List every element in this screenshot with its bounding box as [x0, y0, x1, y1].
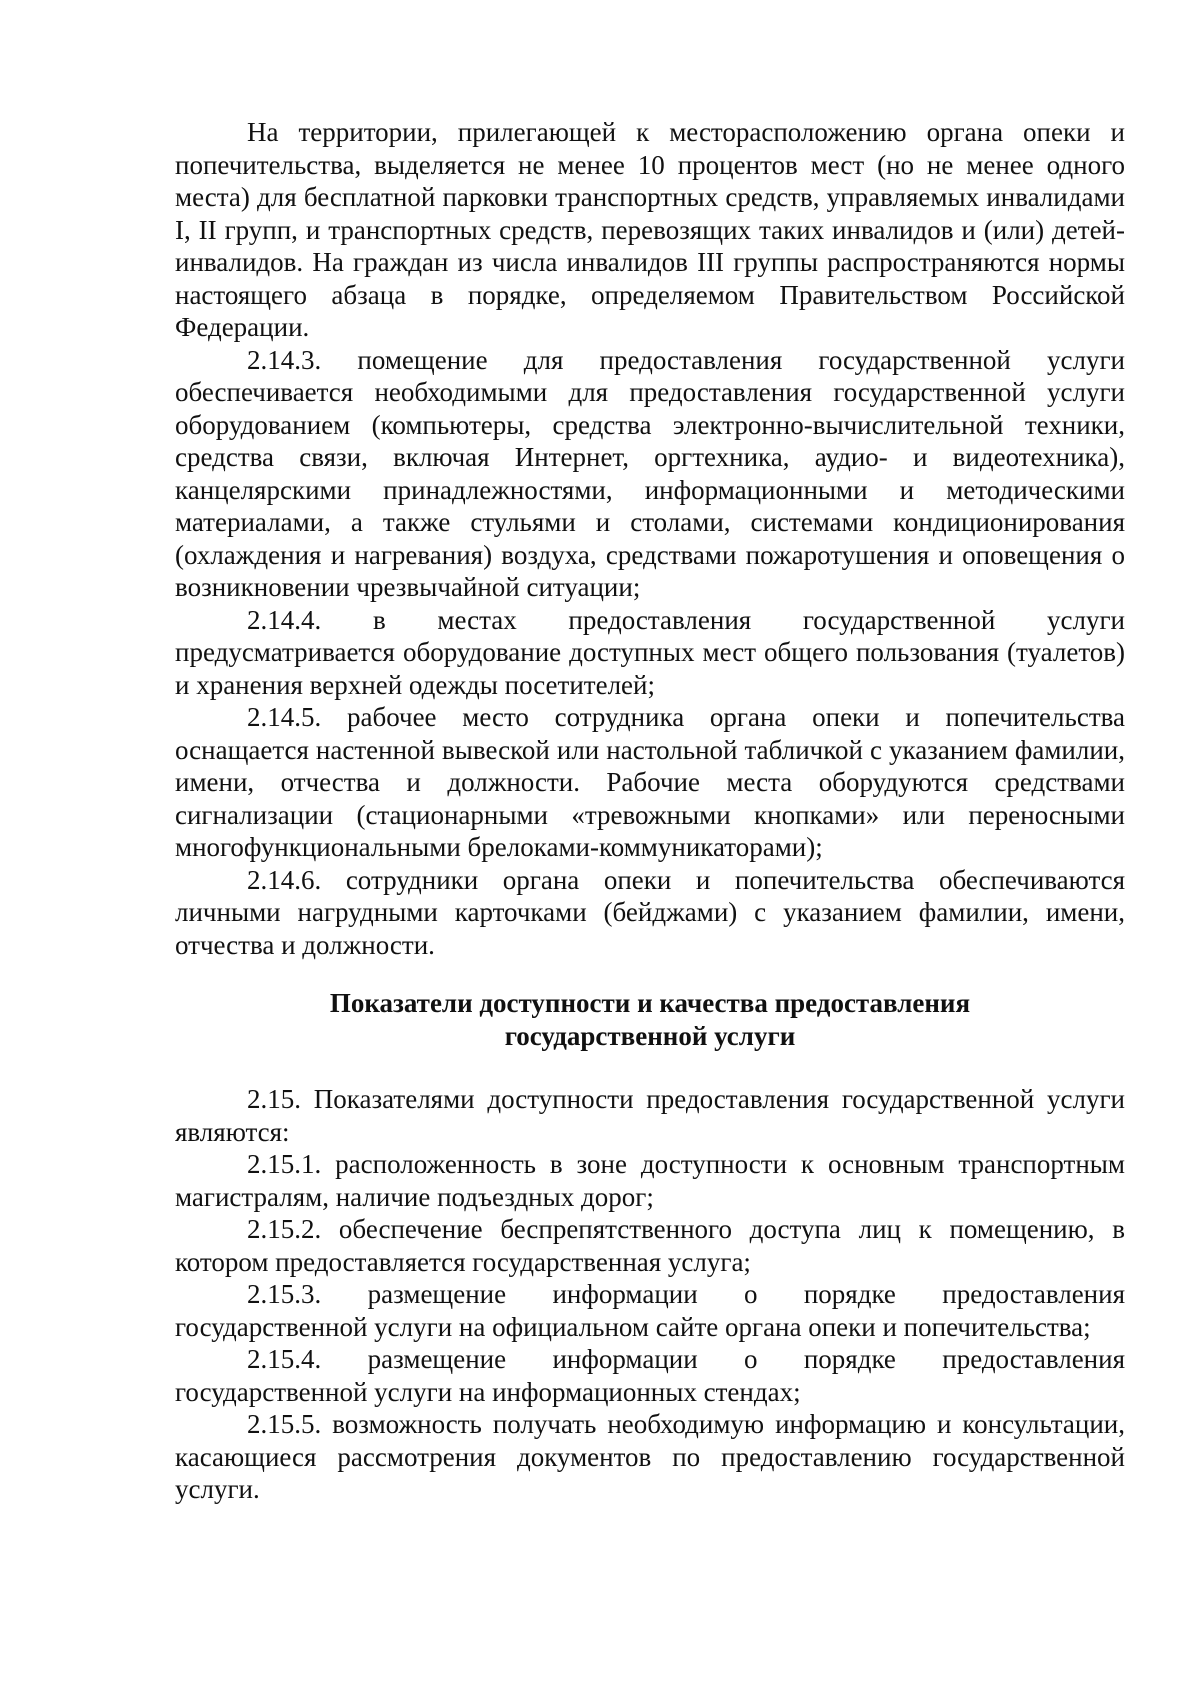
paragraph-2-14-5: 2.14.5. рабочее место сотрудника органа опеки и попечительства оснащается настенной вывеской или настольной табличкой с указанием фамилии, имени, отчества и должности. Рабочие места оборудуются средствами сигнализации (стационарными «тревожными кнопками» или переносными многофункциональными брелоками-коммуникаторами);	[175, 702, 1125, 862]
paragraph-2-14-6: 2.14.6. сотрудники органа опеки и попечительства обеспечиваются личными нагрудными карточками (бейджами) с указанием фамилии, имени, отчества и должности.	[175, 864, 1125, 960]
paragraph-2-14-3: 2.14.3. помещение для предоставления государственной услуги обеспечивается необходимыми для предоставления государственной услуги оборудованием (компьютеры, средства электронно-вычислительной техники, средства связи, включая Интернет, оргтехника, аудио- и видеотехника), канцелярскими принадлежностями, информационными и методическими материалами, а также стульями и столами, системами кондиционирования (охлаждения и нагревания) воздуха, средствами пожаротушения и оповещения о возникновении чрезвычайной ситуации;	[175, 344, 1125, 602]
section-heading	[175, 987, 1125, 1053]
paragraph-2-15-1: 2.15.1. расположенность в зоне доступности к основным транспортным магистралям, наличие подъездных дорог;	[175, 1149, 1125, 1212]
paragraph-2-14-4: 2.14.4. в местах предоставления государственной услуги предусматривается оборудование доступных мест общего пользования (туалетов) и хранения верхней одежды посетителей;	[175, 604, 1125, 700]
paragraph-2-15-5: 2.15.5. возможность получать необходимую информацию и консультации, касающиеся рассмотрения документов по предоставлению государственной услуги.	[175, 1409, 1125, 1504]
paragraph-2-15-3: 2.15.3. размещение информации о порядке предоставления государственной услуги на официальном сайте органа опеки и попечительства;	[175, 1279, 1125, 1342]
paragraph-2-15: 2.15. Показателями доступности предоставления государственной услуги являются:	[175, 1084, 1125, 1147]
paragraph-2-15-4: 2.15.4. размещение информации о порядке предоставления государственной услуги на информационных стендах;	[175, 1344, 1125, 1407]
paragraph-2-15-2: 2.15.2. обеспечение беспрепятственного доступа лиц к помещению, в котором предоставляется государственная услуга;	[175, 1214, 1125, 1277]
paragraph-parking: На территории, прилегающей к месторасположению органа опеки и попечительства, выделяется не менее 10 процентов мест (но не менее одного места) для бесплатной парковки транспортных средств, управляемых инвалидами I, II групп, и транспортных средств, перевозящих таких инвалидов и (или) детей-инвалидов. На граждан из числа инвалидов III группы распространяются нормы настоящего абзаца в порядке, определяемом Правительством Российской Федерации.	[175, 117, 1125, 342]
section-heading-line-1: Показатели доступности и качества предоставления	[329, 988, 971, 1018]
document-body	[175, 116, 1125, 1506]
section-heading-line-2: государственной услуги	[504, 1021, 796, 1051]
